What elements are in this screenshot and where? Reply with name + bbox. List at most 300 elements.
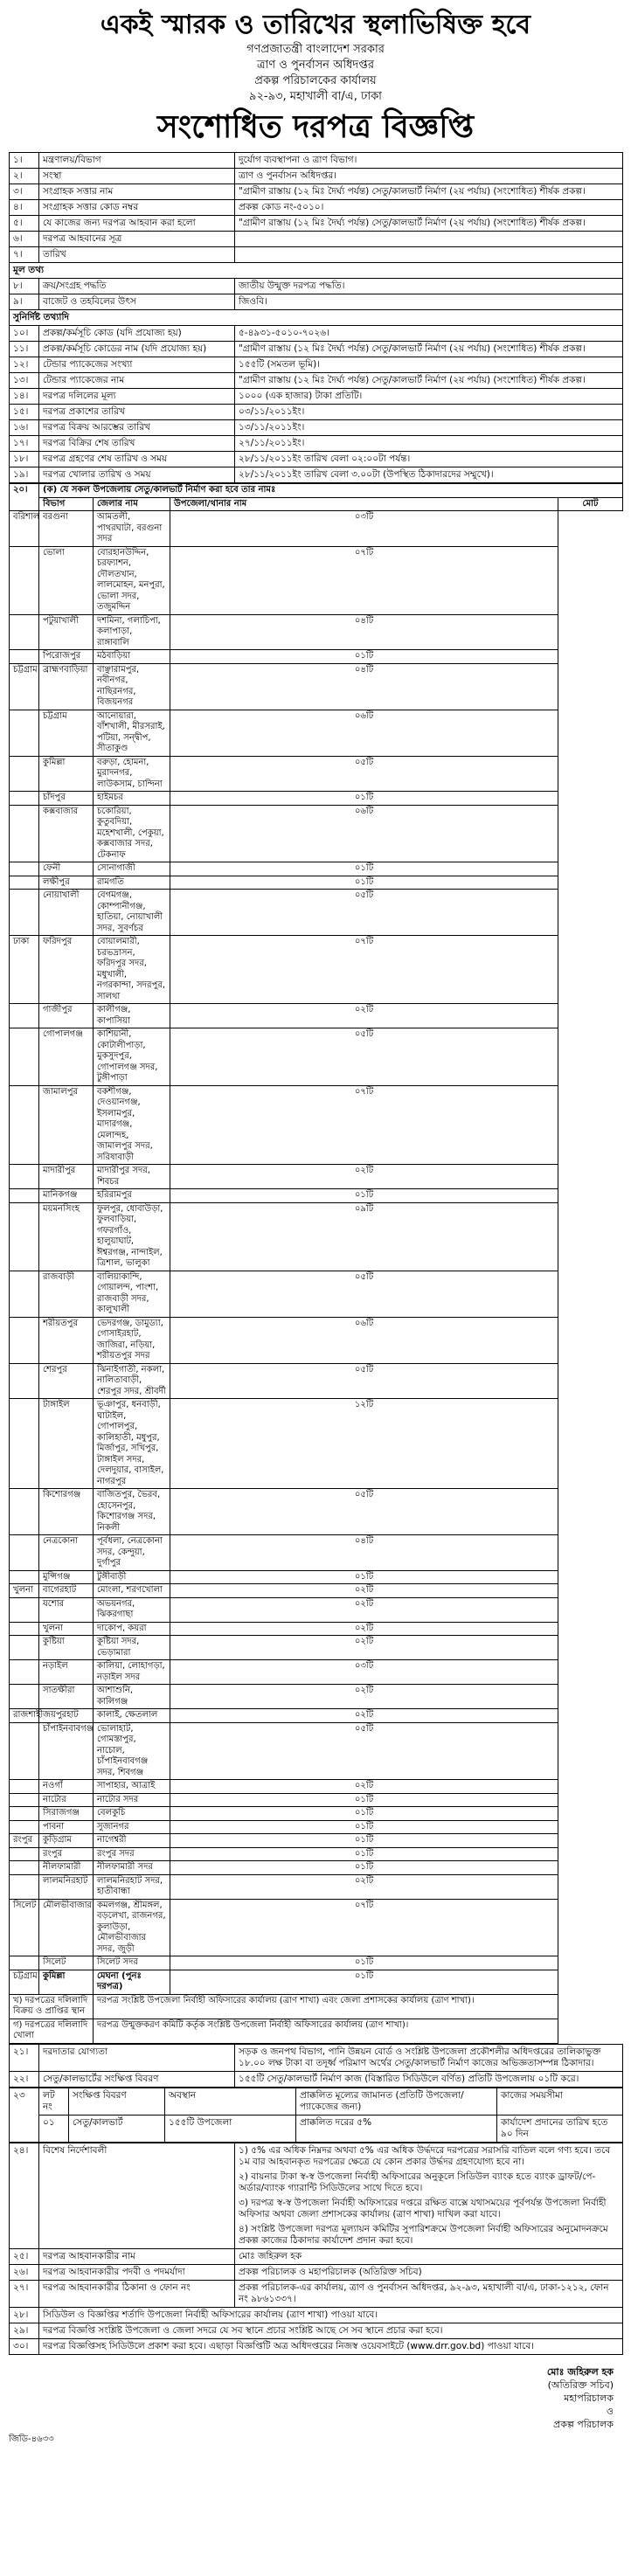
upazila-cell: হাইমচর — [94, 792, 170, 806]
row-label: দরপত্র বিজ্ঞপ্তিসহ সিডিউলে প্রকাশ করা হবে। এছাড়া বিজ্ঞপ্তিটি অত্র অধিদপ্তরের নিজস্ব ওয়েবসাইটে (www.drr.gov.bd) পাওয়া যাবে। — [39, 2338, 623, 2354]
row-value: ২৭/১১/২০১১ইং। — [235, 436, 623, 452]
division-cell — [10, 1570, 39, 1584]
row-label: ক্রয়/সংগ্রহ পদ্ধতি — [39, 279, 235, 294]
instruction-line: ২) বায়নার টাকা স্ব-স্ব উপজেলা নির্বাহী অফিসারের অনুকূলে সিডিউল ব্যাংক হতে ব্যাংক ড্রাফট/পে-অর্ডার/ব্যাংক গ্যারান্টি সিডিউলের সাথে দিতে হবে। — [239, 2171, 596, 2193]
row-number: ৫। — [10, 216, 39, 232]
district-cell: বাগেরহাট — [39, 1584, 94, 1598]
info-row — [10, 2323, 623, 2338]
division-cell — [10, 1861, 39, 1875]
division-cell — [10, 1271, 39, 1317]
upazila-row — [10, 1489, 623, 1535]
district-cell: সিরাজগঞ্জ — [39, 1807, 94, 1821]
item-23-number: ২৩ — [10, 2088, 39, 2142]
signer-name: মোঃ জহিরুল হক — [546, 2365, 614, 2378]
row-value: জাতীয় উন্মুক্ত দরপত্র পদ্ধতি। — [235, 279, 623, 294]
upazila-cell: লালমনিরহাট সদর, হাতীবান্ধা — [94, 1874, 170, 1899]
row-number: ২৫। — [10, 2248, 39, 2264]
division-cell — [10, 1874, 39, 1899]
upazila-cell: আমতলী, পাথরঘাটা, বরগুনা সদর — [94, 511, 170, 547]
upazila-row — [10, 1004, 623, 1028]
district-cell: কিশোরগঞ্জ — [39, 1489, 94, 1535]
lot-col-4: কাজের সময়সীমা — [497, 2088, 623, 2115]
district-cell: বরগুনা — [39, 511, 94, 547]
row-number: ৪। — [10, 200, 39, 216]
district-cell: কুড়িগ্রাম — [39, 1834, 94, 1848]
division-cell — [10, 614, 39, 650]
division-cell — [10, 546, 39, 614]
row-number: ২। — [10, 169, 39, 184]
signer-title-4: প্রকল্প পরিচালক — [553, 2418, 614, 2430]
item-21-label: দরদাতার যোগ্যতা — [39, 2044, 235, 2071]
signature-block — [9, 2365, 622, 2431]
total-cell: ০১টি — [170, 1807, 558, 1821]
row-value: ৫-৪৯৩১-৫০১০-৭০২৬। — [235, 326, 623, 342]
upazila-cell: কমলগঞ্জ, শ্রীমঙ্গল, বড়লেখা, রাজনগর, কুলাউড়া, মৌলভীবাজার সদর, জুড়ী — [94, 1899, 170, 1956]
lot-col-0: লট নং — [39, 2088, 69, 2115]
row-label: প্রকল্প/কর্মসূচি কোড (যদি প্রযোজ্য হয়) — [39, 326, 235, 342]
row-number: ৩০। — [10, 2338, 39, 2354]
info-row — [10, 216, 623, 232]
upazila-cell: নীলফামারী সদর — [94, 1861, 170, 1875]
upazila-row — [10, 1271, 623, 1317]
upazila-row — [10, 1165, 623, 1189]
item-22-number: ২২। — [10, 2071, 39, 2087]
tender-info-table — [9, 152, 623, 483]
row-label: দরপত্র আহবানের সূত্র — [39, 232, 235, 247]
total-cell: ০৫টি — [170, 1722, 558, 1780]
notice-page — [9, 9, 622, 2448]
item-24-label: বিশেষ নির্দেশাবলী — [39, 2143, 235, 2248]
row-value: জিওবি। — [235, 294, 623, 310]
qualification-table — [9, 2044, 623, 2088]
division-cell — [10, 1363, 39, 1399]
office-address: ৯২-৯৩, মহাখালী বা/এ, ঢাকা — [249, 90, 382, 103]
district-cell: মাদারীপুর — [39, 1165, 94, 1189]
upazila-row — [10, 1570, 623, 1584]
lot-cell-3: প্রাক্কলিত দরের ৫% — [296, 2115, 497, 2142]
row-number: ২৮। — [10, 2307, 39, 2323]
division-cell — [10, 1636, 39, 1660]
row-label: দরপত্র বিক্রয় আরম্ভের তারিখ — [39, 420, 235, 436]
lot-cell-4: কার্যাদেশ প্রদানের তারিখ হতে ৯০ দিন — [497, 2115, 623, 2142]
district-cell: শরীয়তপুর — [39, 1317, 94, 1363]
row-label: টেন্ডার প্যাকেজের সংখ্যা — [39, 357, 235, 373]
row-label: দরপত্র বিক্রির শেষ তারিখ — [39, 436, 235, 452]
row-number: ৮। — [10, 279, 39, 294]
division-cell — [10, 1722, 39, 1780]
department-name: ত্রাণ ও পুনর্বাসন অধিদপ্তর — [256, 59, 374, 72]
upazila-cell: বরুড়া, হোমনা, মুরাদনগর, লাউকসাম, চান্দিনা — [94, 756, 170, 792]
upazila-row — [10, 862, 623, 876]
upazila-row — [10, 890, 623, 936]
division-cell: সিলেট — [10, 1899, 39, 1956]
lot-cell-2: ১৫৫টি উপজেলা — [165, 2115, 296, 2142]
district-cell: কুমিল্লা — [39, 1970, 94, 1994]
notice-title: সংশোধিত দরপত্র বিজ্ঞপ্তি — [156, 108, 475, 145]
district-cell: চট্টগ্রাম — [39, 710, 94, 756]
division-cell — [10, 1004, 39, 1028]
district-cell: কুমিল্লা — [39, 756, 94, 792]
upazila-cell: ঝিনাইগাতী, নকলা, নালিতাবাড়ী, শেরপুর সদর, শ্রীবর্দী — [94, 1363, 170, 1399]
instruction-line: ৪) সংশ্লিষ্ট উপজেলা দরপত্র মূল্যায়ন কমিটির সুপারিশক্রমে উপজেলা নির্বাহী অফিসারের অনুমোদনক্রমে প্রকল্প কাজের ঠিকাদার কার্যাদেশ প্রদান করা হবে। — [239, 2223, 608, 2246]
total-cell: ০২টি — [170, 1004, 558, 1028]
row-number: ১। — [10, 153, 39, 169]
total-cell: ০১টি — [170, 1956, 558, 1970]
instruction-line: ৩) দরপত্র স্ব-স্ব উপজেলা নির্বাহী অফিসারের দপ্তরে রক্ষিত বাক্সে যথাসময়ের পূর্বপর্যন্ত উপজেলা নির্বাহী অফিসার অথবা জেলা প্রশাসকের কার্যালয় (ত্রাণ শাখা) দাখিল করা যাবে। — [239, 2197, 607, 2219]
upazila-row — [10, 1597, 623, 1622]
upazila-row — [10, 546, 623, 614]
signer-title-2: মহাপরিচালক — [564, 2392, 614, 2404]
upazila-cell: কুষ্টিয়া সদর, ভেড়ামারা — [94, 1636, 170, 1660]
total-cell: ০৫টি — [170, 756, 558, 792]
upazila-cell: সোনাগাজী — [94, 862, 170, 876]
info-row — [10, 467, 623, 483]
row-label: প্রকল্প/কর্মসূচি কোডের নাম (যদি প্রযোজ্য হয়) — [39, 342, 235, 357]
district-cell: লক্ষীপুর — [39, 876, 94, 890]
info-row — [10, 342, 623, 357]
row-value: "গ্রামীণ রাস্তায় (১২ মিঃ দৈর্ঘ্য পর্যন্ত) সেতু/কালভার্ট নির্মাণ (২য় পর্যায়) (সংশোধিত) শীর্ষক প্রকল্প। — [235, 184, 623, 200]
upazila-row — [10, 1028, 623, 1086]
upazila-cell: রামগতি — [94, 876, 170, 890]
total-cell: ০১টি — [170, 792, 558, 806]
total-cell: ০৭টি — [170, 1899, 558, 1956]
total-cell: ০২টি — [170, 1780, 558, 1794]
division-cell — [10, 756, 39, 792]
total-cell: ০৩টি — [170, 511, 558, 547]
district-cell: নওগাঁ — [39, 1780, 94, 1794]
row-label: টেন্ডার প্যাকেজের নাম — [39, 373, 235, 389]
division-cell: বরিশাল — [10, 511, 39, 547]
ga-value: দরপত্র উন্মুক্তকরণ কমিটি কর্তৃক সংশ্লিষ্ট উপজেলা নির্বাহী অফিসারের কার্যালয় (ত্রাণ শাখা)। — [94, 2019, 558, 2043]
total-cell: ০২টি — [170, 1709, 558, 1723]
upazila-cell: কালীগঞ্জ, কাপাসিয়া — [94, 1004, 170, 1028]
district-cell: লালমনিরহাট — [39, 1874, 94, 1899]
upazila-cell: আশাশুনি, কালিগঞ্জ — [94, 1685, 170, 1709]
district-cell: মুন্সিগঞ্জ — [39, 1570, 94, 1584]
division-cell — [10, 1685, 39, 1709]
col-total: মোট — [558, 497, 623, 511]
upazila-cell: নাগেশ্বরী — [94, 1834, 170, 1848]
row-number: ১৭। — [10, 436, 39, 452]
upazila-row — [10, 1956, 623, 1970]
total-cell: ০১টি — [170, 1834, 558, 1848]
division-cell — [10, 1489, 39, 1535]
division-cell — [10, 1956, 39, 1970]
upazila-cell: টুঙ্গীবাড়ী — [94, 1570, 170, 1584]
upazila-cell: ভেদরগঞ্জ, ডামুড্যা, গোসাইরহাট, জাজিরা, নড়িয়া, শরীয়তপুর সদর — [94, 1317, 170, 1363]
district-cell: কক্সবাজার — [39, 805, 94, 862]
row-value: মোঃ জহিরুল হক — [235, 2248, 623, 2264]
upazila-cell: সুজানগর — [94, 1820, 170, 1834]
info-row — [10, 2264, 623, 2280]
total-cell: ০৫টি — [170, 890, 558, 936]
upazila-row — [10, 1202, 623, 1271]
row-label: সংগ্রাহক সত্তার কোড নম্বর — [39, 200, 235, 216]
upazila-cell: বেগমগঞ্জ, কোম্পানীগঞ্জ, হাতিয়া, নোয়াখালী সদর, সুবর্ণচর — [94, 890, 170, 936]
row-number: ১৫। — [10, 405, 39, 420]
total-cell: ০২টি — [170, 1165, 558, 1189]
division-cell — [10, 1202, 39, 1271]
info-row — [10, 200, 623, 216]
row-number: ১৪। — [10, 389, 39, 405]
upazila-row — [10, 805, 623, 862]
lot-cell-0: ০১ — [39, 2115, 69, 2142]
item-24-lines — [235, 2143, 623, 2248]
district-cell: জামালপুর — [39, 1085, 94, 1165]
total-cell: ০৩টি — [170, 1660, 558, 1685]
row-label: দরপত্র গ্রহণের শেষ তারিখ ও সময় — [39, 452, 235, 467]
district-cell: নীলফামারী — [39, 1861, 94, 1875]
row-value: প্রকল্প কোড নং-৫০১০। — [235, 200, 623, 216]
upazila-cell: বাঞ্ছারামপুর, নবীনগর, নাছিরনগর, বিজয়নগর — [94, 663, 170, 710]
total-cell: ০২টি — [170, 1874, 558, 1899]
upazila-row — [10, 1535, 623, 1571]
division-cell — [10, 1085, 39, 1165]
info-row — [10, 420, 623, 436]
info-row — [10, 294, 623, 310]
district-cell: ভোলা — [39, 546, 94, 614]
row-value: ১৩/১১/২০১১ইং। — [235, 420, 623, 436]
upazila-row — [10, 1874, 623, 1899]
division-cell — [10, 1847, 39, 1861]
upazila-cell: আনোয়ারা, বাঁশখালী, মীরসরাই, পটিয়া, সন্দ্বীপ, সীতাকুণ্ড — [94, 710, 170, 756]
district-cell: ব্রাহ্মণবাড়িয়া — [39, 663, 94, 710]
total-cell: ০২টি — [170, 1584, 558, 1598]
upazila-cell: হরিরামপুর — [94, 1189, 170, 1203]
upazila-row — [10, 1660, 623, 1685]
instruction-line: ১) ৫% এর অধিক নিম্নদর অথবা ৫% এর অধিক উর্দ্ধদরে দরপত্রের সরাসরি বাতিল বলে গণ্য হবে। তবে ১ম বার আহবানকৃত দরপত্রের ক্ষেত্রে যে কোন প্রকার উর্দ্ধদর গ্রহণযোগ্য হবে না। — [239, 2144, 611, 2167]
upazila-row — [10, 710, 623, 756]
header — [9, 9, 622, 147]
row-label: সংগ্রাহক সত্তার নাম — [39, 184, 235, 200]
total-cell: ০৬টি — [170, 1317, 558, 1363]
instructions-table — [9, 2143, 623, 2355]
row-value: "গ্রামীণ রাস্তায় (১২ মিঃ দৈর্ঘ্য পর্যন্ত) সেতু/কালভার্ট নির্মাণ (২য় পর্যায়) (সংশোধিত) শীর্ষক প্রকল্প। — [235, 216, 623, 232]
upazila-cell: বালিয়াকান্দি, গোয়ালন্দ, পাংশা, রাজবাড়ী সদর, কালুখালী — [94, 1271, 170, 1317]
row-number: ৯। — [10, 294, 39, 310]
lot-col-3: প্রাক্কলিত মূল্যের জামানত (প্রতিটি উপজেলা/প্যাকেজের জন্য) — [296, 2088, 497, 2115]
upazila-cell: মেঘনা (পুনঃ দরপত্র) — [94, 1970, 170, 1994]
row-number: ১১। — [10, 342, 39, 357]
upazila-table — [9, 483, 623, 2044]
total-cell: ০৯টি — [170, 1202, 558, 1271]
upazila-row — [10, 1584, 623, 1598]
row-number: ১৮। — [10, 452, 39, 467]
upazila-cell: কাশিয়ানী, কোটালীপাড়া, মুকসুদপুর, গোপালগঞ্জ সদর, টুঙ্গীপাড়া — [94, 1028, 170, 1086]
info-row — [10, 2248, 623, 2264]
row-number: ৭। — [10, 247, 39, 263]
total-cell: ০১টি — [170, 1820, 558, 1834]
info-row — [10, 389, 623, 405]
upazila-row — [10, 1709, 623, 1723]
district-cell: নড়াইল — [39, 1660, 94, 1685]
row-label: দরপত্র খোলার তারিখ ও সময় — [39, 467, 235, 483]
total-cell: ০৬টি — [170, 805, 558, 862]
info-row — [10, 184, 623, 200]
info-row — [10, 2307, 623, 2323]
row-label: সংস্থা — [39, 169, 235, 184]
division-cell — [10, 650, 39, 664]
upazila-row — [10, 1399, 623, 1489]
info-row — [10, 169, 623, 184]
row-value: ত্রাণ ও পুনর্বাসন অধিদপ্তর। — [235, 169, 623, 184]
row-value: "গ্রামীণ রাস্তায় (১২ মিঃ দৈর্ঘ্য পর্যন্ত) সেতু/কালভার্ট নির্মাণ (২য় পর্যায়) (সংশোধিত) শীর্ষক প্রকল্প। — [235, 342, 623, 357]
row-number: ৬। — [10, 232, 39, 247]
upazila-cell: বোয়ালমারী, চরভদ্রাসন, ফরিদপুর সদর, মধুখালী, নগরকান্দা, সদরপুর, সালথা — [94, 936, 170, 1004]
total-cell: ০১টি — [170, 1793, 558, 1807]
item-20-title: (ক) যে সকল উপজেলায় সেতু/কালভার্ট নির্মাণ করা হবে তার নামঃ — [39, 484, 623, 498]
district-cell: নোয়াখালী — [39, 890, 94, 936]
row-number: ৩। — [10, 184, 39, 200]
total-cell: ০১টি — [170, 1970, 558, 1994]
signer-title-1: (অতিরিক্ত সচিব) — [547, 2379, 614, 2391]
info-row — [10, 436, 623, 452]
row-value: ০৩/১১/২০১১ইং। — [235, 405, 623, 420]
district-cell: গোপালগঞ্জ — [39, 1028, 94, 1086]
division-cell: ঢাকা — [10, 936, 39, 1004]
upazila-row — [10, 1861, 623, 1875]
item-24-number: ২৪। — [10, 2143, 39, 2248]
upazila-row — [10, 1780, 623, 1794]
office-name: প্রকল্প পরিচালকের কার্যালয় — [254, 74, 377, 87]
total-cell: ০৫টি — [170, 1028, 558, 1086]
division-cell — [10, 1028, 39, 1086]
upazila-row — [10, 876, 623, 890]
district-cell: নাটোর — [39, 1793, 94, 1807]
division-cell: খুলনা — [10, 1584, 39, 1598]
row-value: প্রকল্প পরিচালক ও মহাপরিচালক (অতিরিক্ত সচিব) — [235, 2264, 623, 2280]
division-cell: চট্টগ্রাম — [10, 1970, 39, 1994]
row-label: দরপত্র প্রকাশের তারিখ — [39, 405, 235, 420]
upazila-row — [10, 936, 623, 1004]
division-cell — [10, 1780, 39, 1794]
district-cell: রংপুর — [39, 1847, 94, 1861]
section-specific-info: সুনির্দিষ্ট তথ্যাদি — [10, 310, 623, 326]
ga-label: গ) দরপত্রের দলিলাদি খোলা — [10, 2019, 94, 2043]
district-cell: চাঁদপুর — [39, 792, 94, 806]
row-label: দরপত্র বিজ্ঞপ্তি সংশ্লিষ্ট উপজেলা ও জেলা সদরে যে সব স্থানে প্রচার সংশ্লিষ্ট আছে সে সব স্থানে প্রচার করা হবে। — [39, 2323, 623, 2338]
upazila-row — [10, 1970, 623, 1994]
upazila-cell: পূর্বধলা, নেত্রকোনা সদর, কেন্দুয়া, দুর্গাপুর — [94, 1535, 170, 1571]
lot-table — [9, 2088, 623, 2143]
upazila-cell: ফুলপুর, ধোবাউড়া, ফুলবাড়িয়া, গফরগাঁও, হালুয়াঘাট, ঈশ্বরগঞ্জ, নান্দাইল, ত্রিশাল, ভালুকা — [94, 1202, 170, 1271]
upazila-row — [10, 1622, 623, 1636]
upazila-row — [10, 1793, 623, 1807]
info-row — [10, 326, 623, 342]
upazila-row — [10, 663, 623, 710]
district-cell: পটুয়াখালী — [39, 614, 94, 650]
division-cell — [10, 1793, 39, 1807]
upazila-row — [10, 1085, 623, 1165]
total-cell: ০১টি — [170, 1189, 558, 1203]
upazila-cell: নাটোর সদর — [94, 1793, 170, 1807]
row-number: ১০। — [10, 326, 39, 342]
footer-code: জিডি-৪৬৩৩ — [9, 2434, 54, 2444]
upazila-cell: মোংলা, শরণখোলা — [94, 1584, 170, 1598]
total-cell: ০১টি — [170, 1861, 558, 1875]
district-cell: নেত্রকোনা — [39, 1535, 94, 1571]
row-label: দরপত্র আহবানকারীর ঠিকানা ও ফোন নং — [39, 2280, 235, 2307]
kha-label: খ) দরপত্রের দলিলাদি বিক্রয় ও প্রাপ্তির স্থান — [10, 1994, 94, 2019]
division-cell — [10, 1535, 39, 1571]
upazila-row — [10, 1899, 623, 1956]
division-cell — [10, 1189, 39, 1203]
lot-col-1: সংক্ষিপ্ত বিবরণ — [69, 2088, 165, 2115]
section-basic-info: মূল তথ্য — [10, 263, 623, 279]
upazila-cell: সাপাহার, আত্রাই — [94, 1780, 170, 1794]
district-cell: শেরপুর — [39, 1363, 94, 1399]
info-row — [10, 279, 623, 294]
col-district: জেলার নাম — [94, 497, 170, 511]
lot-cell-1: সেতু/কালভার্ট — [69, 2115, 165, 2142]
upazila-cell: দশমিনা, গলাচিপা, কলাপাড়া, রাঙ্গাবালি — [94, 614, 170, 650]
division-cell — [10, 1165, 39, 1189]
district-cell: মানিকগঞ্জ — [39, 1189, 94, 1203]
row-value: ১৫৫টি (সমতল ভূমি)। — [235, 357, 623, 373]
total-cell: ০১টি — [170, 1847, 558, 1861]
upazila-row — [10, 1189, 623, 1203]
district-cell: মৌলভীবাজার — [39, 1899, 94, 1956]
row-number: ১২। — [10, 357, 39, 373]
item-22-value: ১৫৫টি সেতু/কালভার্ট নির্মাণ কাজ (বিস্তারিত সিডিউলে বর্ণিত) প্রতিটি উপজেলায় ০১টি করে। — [235, 2071, 623, 2087]
upazila-row — [10, 1847, 623, 1861]
total-cell: ০৪টি — [170, 663, 558, 710]
total-cell: ০২টি — [170, 1685, 558, 1709]
division-cell — [10, 1660, 39, 1685]
row-number: ১৩। — [10, 373, 39, 389]
division-cell — [10, 862, 39, 876]
row-value — [235, 247, 623, 263]
division-cell: রাজশাহী — [10, 1709, 39, 1723]
row-label: দরপত্র আহবানকারীর নাম — [39, 2248, 235, 2264]
row-number: ১৬। — [10, 420, 39, 436]
info-row — [10, 247, 623, 263]
division-cell — [10, 792, 39, 806]
upazila-row — [10, 1636, 623, 1660]
upazila-cell: চকোরিয়া, কুতুবদিয়া, মহেশখালী, পেকুয়া, কক্সবাজার সদর, টেকনাফ — [94, 805, 170, 862]
row-value: ২৮/১১/২০১১ইং তারিখ বেলা ৩.০০টা (উপস্থিত ঠিকাদারদের সম্মুখে)। — [235, 467, 623, 483]
division-cell — [10, 1317, 39, 1363]
division-cell: রংপুর — [10, 1834, 39, 1848]
upazila-cell: মঠবাড়িয়া — [94, 650, 170, 664]
district-cell: ফেনী — [39, 862, 94, 876]
row-number: ১৯। — [10, 467, 39, 483]
row-value: দুর্যোগ ব্যবস্থাপনা ও ত্রাণ বিভাগ। — [235, 153, 623, 169]
district-cell: টাঙ্গাইল — [39, 1399, 94, 1489]
total-cell: ০৪টি — [170, 1535, 558, 1571]
upazila-cell: ভূঞাপুর, ধনবাড়ী, ঘাটাইল, গোপালপুর, কালিহাতী, মধুপুর, মির্জাপুর, সখিপুর, টাঙ্গাইল সদর, দেলদুয়ার, বাসাইল, নাগরপুর — [94, 1399, 170, 1489]
district-cell: ময়মনসিংহ — [39, 1202, 94, 1271]
lot-col-2: অবস্থান — [165, 2088, 296, 2115]
division-cell — [10, 890, 39, 936]
total-cell: ০৫টি — [170, 1363, 558, 1399]
item-21-value: সড়ক ও জনপথ বিভাগ, পানি উন্নয়ন বোর্ড ও সংশ্লিষ্ট উপজেলা প্রকৌশলীর অধিদপ্তরের তালিকাভুক্ত ১৮.০০ লক্ষ টাকা বা তদূর্ধ্ব পরিমাণ অর্থের সেতু/কালভার্ট নির্মাণ কাজের অভিজ্ঞতাসম্পন্ন ঠিকাদার। — [235, 2044, 623, 2071]
item-22-label: সেতু/কালভার্টের সংক্ষিপ্ত বিবরণ — [39, 2071, 235, 2087]
item-21-number: ২১। — [10, 2044, 39, 2071]
row-number: ২৬। — [10, 2264, 39, 2280]
division-cell — [10, 1820, 39, 1834]
total-cell: ১২টি — [170, 1399, 558, 1489]
division-cell — [10, 1399, 39, 1489]
district-cell: সাতক্ষীরা — [39, 1685, 94, 1709]
info-row — [10, 2280, 623, 2307]
upazila-row — [10, 1834, 623, 1848]
row-label: দরপত্র দলিলের মূল্য — [39, 389, 235, 405]
district-cell: খুলনা — [39, 1622, 94, 1636]
district-cell: চাঁপাইনবাবগঞ্জ — [39, 1722, 94, 1780]
upazila-row — [10, 1317, 623, 1363]
info-row — [10, 405, 623, 420]
